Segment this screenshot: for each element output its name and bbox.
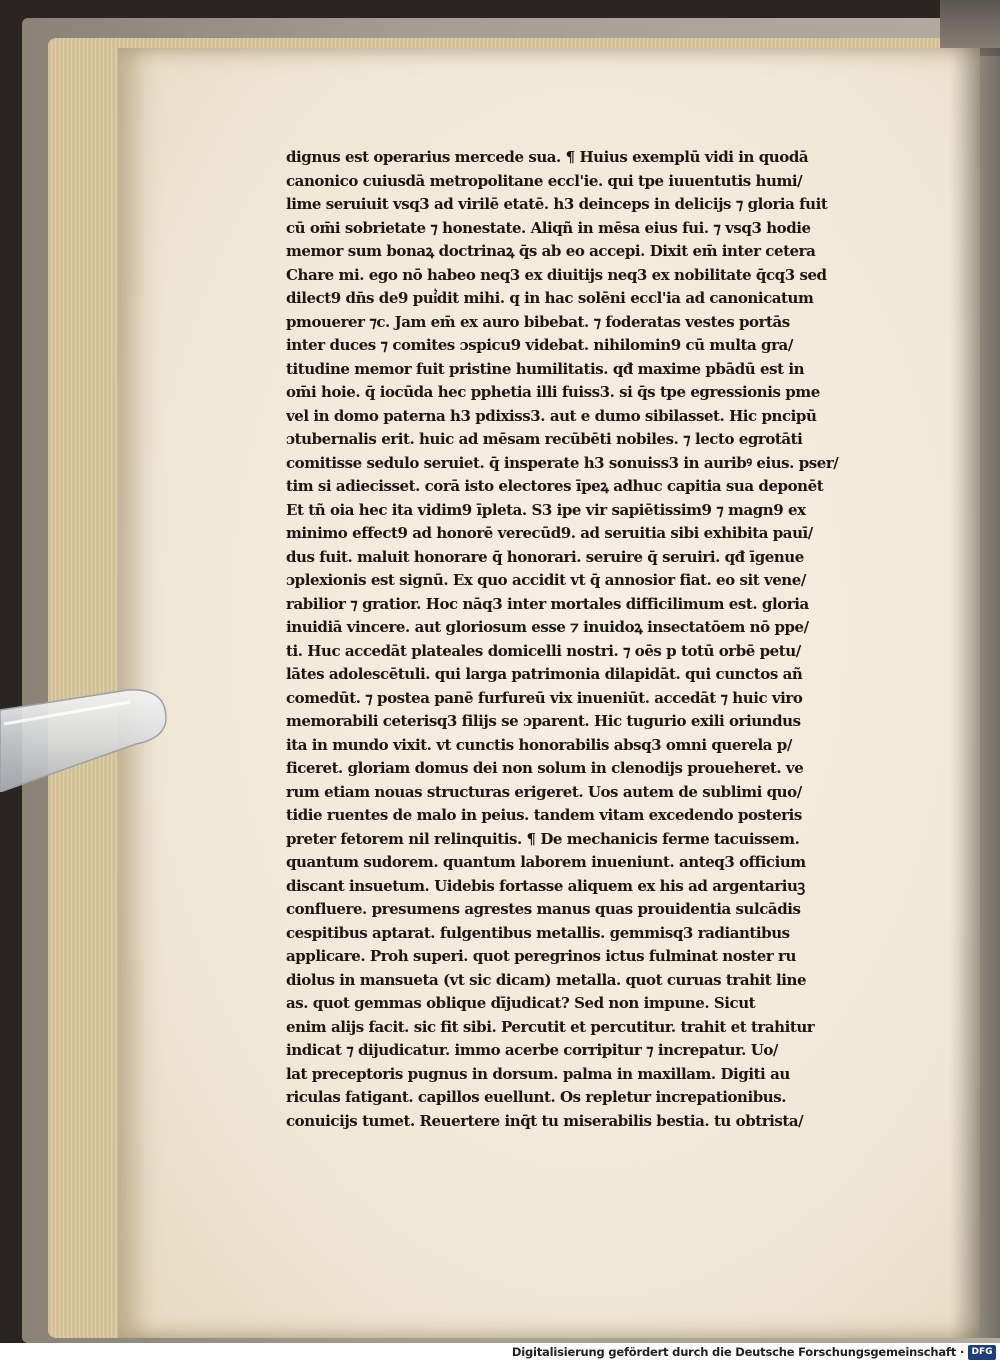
text-line: riculas fatigant. capillos euellunt. Os repletur increpationibus.: [286, 1088, 786, 1106]
text-line: conuicijs tumet. Reuertere inq̄t tu miserabilis bestia. tu obtrista/: [286, 1111, 804, 1130]
page-text: [286, 146, 882, 1133]
text-line: discant insuetum. Uidebis fortasse aliquem ex his ad argentariuꝫ: [286, 876, 805, 895]
text-line: vel in domo paterna h3 pdixiss3. aut e dumo sibilasset. Hic pncipū: [286, 406, 817, 425]
text-line: confluere. presumens agrestes manus quas prouidentia sulcādis: [286, 900, 801, 918]
text-line: dignus est operarius mercede sua. ¶ Huius exemplū vidi in quodā: [286, 148, 809, 166]
footer-bar: [0, 1343, 1000, 1363]
text-line: diolus in mansueta (vt sic dicam) metalla. quot curuas trahit line: [286, 970, 807, 989]
text-line: ɔplexionis est signū. Ex quo accidit vt q̄ annosior fiat. eo sit vene/: [286, 571, 806, 589]
text-line: cespitibus aptarat. fulgentibus metallis. gemmisq3 radiantibus: [286, 923, 790, 942]
text-line: ɔtubernalis erit. huic ad mēsam recūbēti nobiles. ⁊ lecto egrotāti: [286, 430, 803, 448]
text-line: rum etiam nouas structuras erigeret. Uos autem de sublimi quo/: [286, 782, 802, 801]
text-line: titudine memor fuit pristine humilitatis. qđ maxime pbādū est in: [286, 359, 805, 378]
text-line: lime seruiuit vsq3 ad virilē etatē. h3 deinceps in delicijs ⁊ gloria fuit: [286, 195, 828, 213]
text-line: as. quot gemmas oblique dījudicat? Sed non impune. Sicut: [286, 994, 756, 1012]
text-line: lat preceptoris pugnus in dorsum. palma in maxillam. Digiti au: [286, 1064, 790, 1083]
text-line: om̄i hoie. q̄ iocūda hec pphetia illi fuiss3. si q̄s tpe egressionis pme: [286, 383, 820, 401]
text-line: comedūt. ⁊ postea panē furfureū vix inueniūt. accedāt ⁊ huic viro: [286, 688, 803, 707]
text-line: canonico cuiusdā metropolitane eccl'ie. qui tpe iuuentutis humi/: [286, 171, 803, 190]
footer-credit: Digitalisierung gefördert durch die Deutsche Forschungsgemeinschaft ·: [511, 1345, 964, 1359]
text-line: tidie ruentes de malo in peius. tandem vitam excedendo posteris: [286, 806, 802, 824]
text-line: dus fuit. maluit honorare q̄ honorari. seruire q̄ seruiri. qđ īgenue: [286, 547, 804, 566]
text-line: cū om̄i sobrietate ⁊ honestate. Aliqñ in mēsa eius fui. ⁊ vsq3 hodie: [286, 218, 811, 237]
text-line: ti. Huc accedāt plateales domicelli nostri. ⁊ oēs p totū orbē petu/: [286, 641, 801, 660]
text-line: preter fetorem nil relinquitis. ¶ De mechanicis ferme tacuissem.: [286, 829, 800, 848]
text-line: enim alijs facit. sic fit sibi. Percutit et percutitur. trahit et trahitur: [286, 1017, 815, 1036]
text-line: lātes adolescētuli. qui larga patrimonia dilapidāt. qui cunctos añ: [286, 665, 803, 683]
text-line: tim si adiecisset. corā isto electores īpeꝝ adhuc capitia sua deponēt: [286, 477, 824, 495]
text-line: rabilior ⁊ gratior. Hoc nāq3 inter mortales difficilimum est. gloria: [286, 594, 809, 613]
text-line: indicat ⁊ dijudicatur. immo acerbe corripitur ⁊ increpatur. Uo/: [286, 1041, 778, 1059]
text-line: quantum sudorem. quantum laborem inueniunt. anteq3 officium: [286, 853, 806, 871]
text-line: Chare mi. ego nō habeo neq3 ex diuitijs neq3 ex nobilitate q̄cq3 sed: [286, 265, 827, 284]
gutter-shadow: [950, 48, 1000, 1338]
text-line: minimo effect9 ad honorē verecūd9. ad seruitia sibi exhibita pauī/: [286, 524, 813, 542]
text-line: dilect9 dn̄s de9 pui͛dit mihi. q in hac solēni eccl'ia ad canonicatum: [286, 289, 814, 307]
text-line: inuidiā vincere. aut gloriosum esse ⁊ inuidoꝝ insectatōem nō ppe/: [286, 618, 809, 636]
text-line: inter duces ⁊ comites ɔspicu9 videbat. nihilomin9 cū multa gra/: [286, 336, 793, 354]
text-line: memorabili ceterisq3 filijs se ɔparent. Hic tugurio exili oriundus: [286, 712, 801, 730]
text-line: ficeret. gloriam domus dei non solum in clenodijs proueheret. ve: [286, 759, 804, 777]
text-line: ita in mundo vixit. vt cunctis honorabilis absq3 omni querela p/: [286, 735, 792, 754]
text-line: applicare. Proh superi. quot peregrinos ictus fulminat noster ru: [286, 947, 796, 965]
text-line: pmouerer ⁊c. Jam em̄ ex auro bibebat. ⁊ foderatas vestes portās: [286, 312, 790, 331]
text-line: Et tñ oia hec ita vidim9 īpleta. S3 ipe vir sapiētissim9 ⁊ magn9 ex: [286, 500, 806, 519]
text-line: memor sum bonaꝝ doctrinaꝝ q̄s ab eo accepi. Dixit em̄ inter cetera: [286, 242, 816, 260]
text-line: comitisse sedulo seruiet. q̄ insperate h3 sonuiss3 in auribꝰ eius. pser/: [286, 453, 839, 472]
dfg-logo-icon: DFG: [968, 1345, 996, 1360]
